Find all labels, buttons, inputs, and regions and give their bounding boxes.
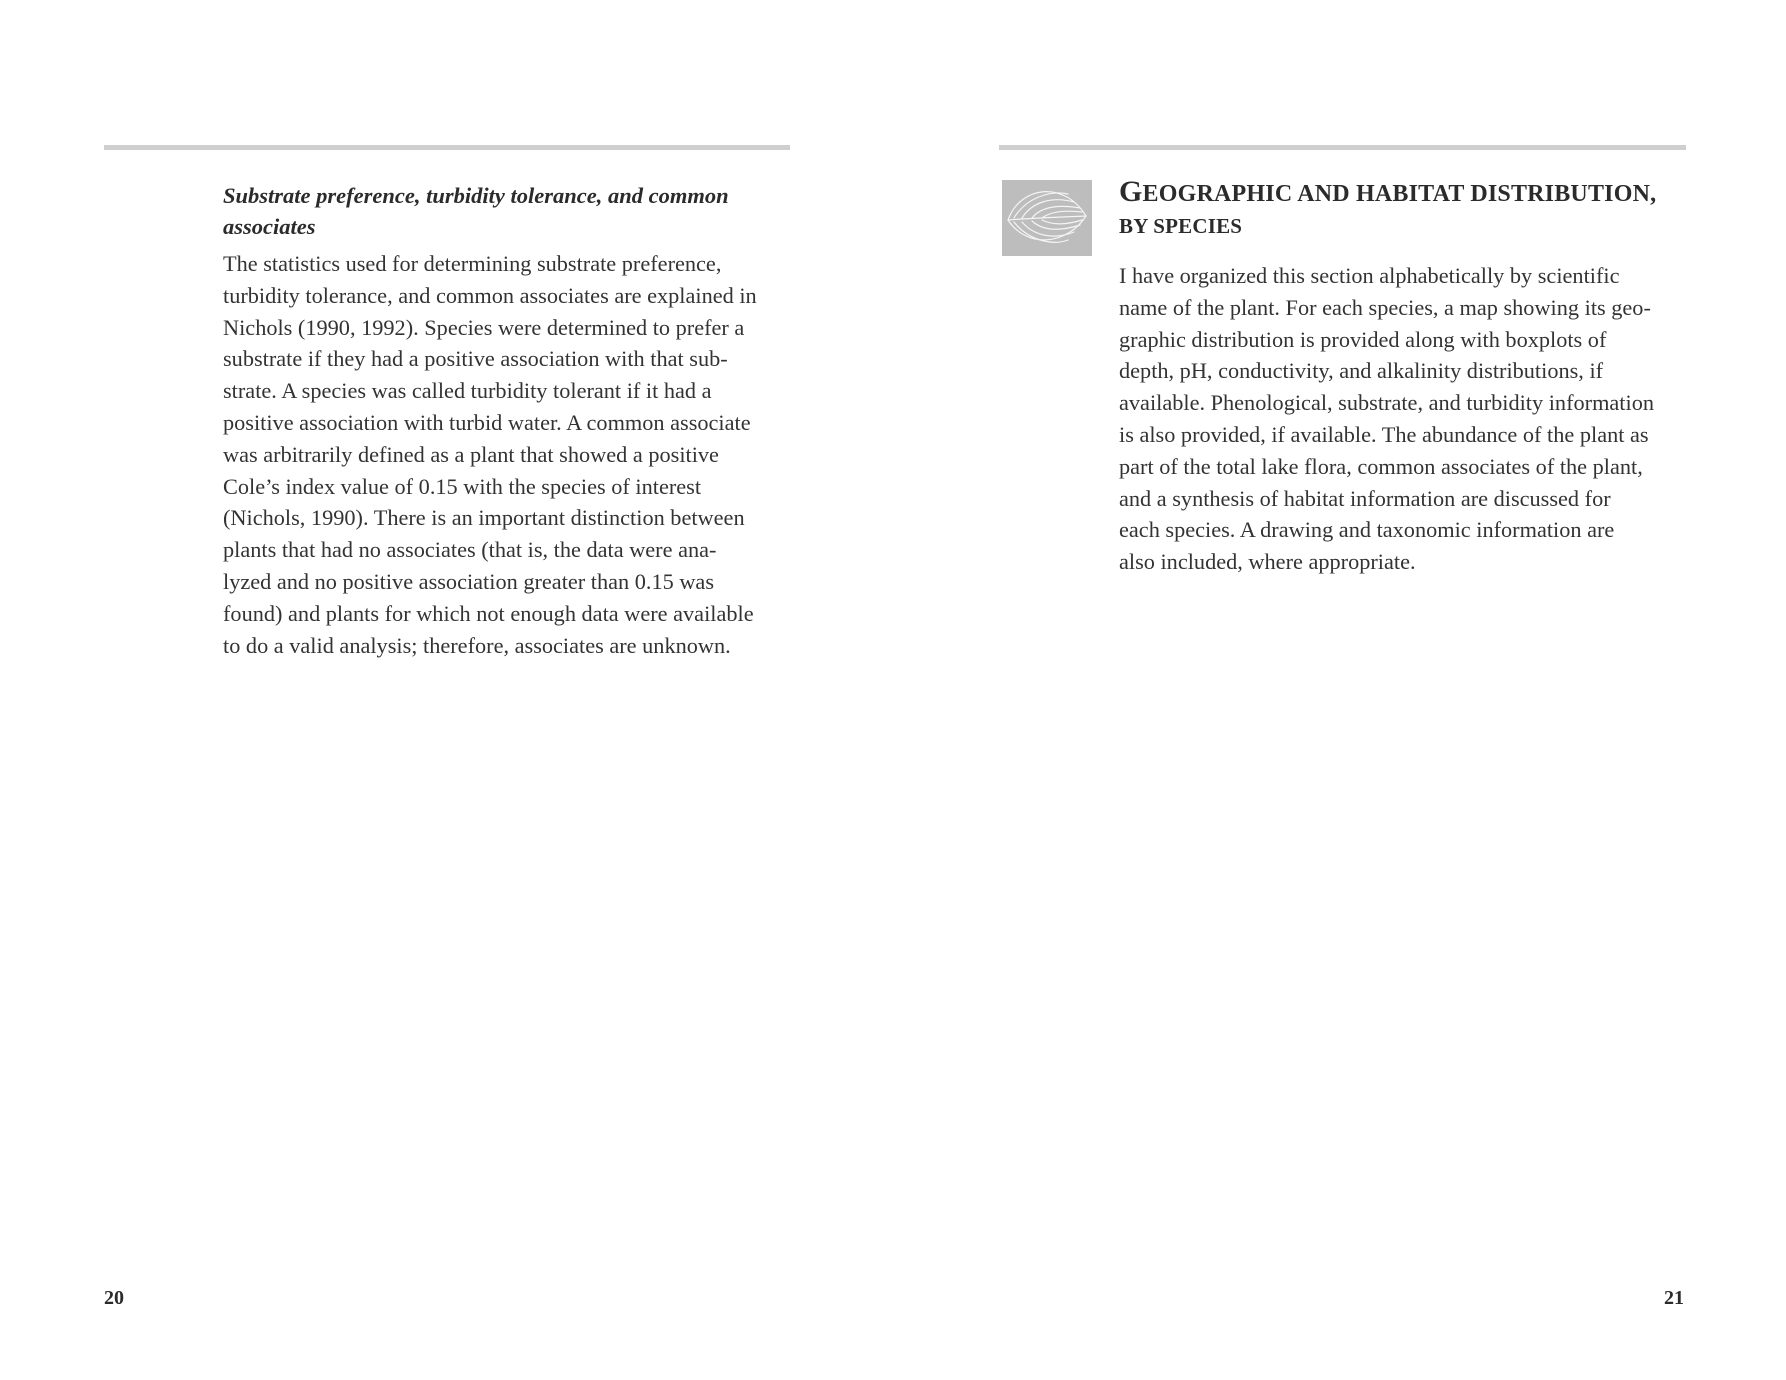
page-number-right: 21 xyxy=(1664,1287,1684,1309)
section-heading-line: BY SPECIES xyxy=(1119,214,1243,238)
body-line: (Nichols, 1990). There is an important distinction between xyxy=(223,505,745,531)
body-line: Nichols (1990, 1992). Species were determined to prefer a xyxy=(223,314,745,340)
body-line: The statistics used for determining substrate preference, xyxy=(223,251,722,276)
left-body-paragraph xyxy=(223,248,798,661)
body-line: substrate if they had a positive association with that sub- xyxy=(223,346,728,372)
subsection-heading xyxy=(223,180,798,242)
body-line: Cole’s index value of 0.15 with the species of interest xyxy=(223,473,702,499)
body-line: is also provided, if available. The abundance of the plant as xyxy=(1119,421,1649,447)
body-line: depth, pH, conductivity, and alkalinity distributions, if xyxy=(1119,358,1604,384)
body-line: lyzed and no positive association greater than 0.15 was xyxy=(223,568,715,594)
body-line: found) and plants for which not enough data were available xyxy=(223,600,754,626)
body-line: was arbitrarily defined as a plant that showed a positive xyxy=(223,441,719,467)
subsection-heading-line: Substrate preference, turbidity tolerance, and common xyxy=(223,183,729,208)
section-heading xyxy=(1119,176,1694,242)
body-line: I have organized this section alphabetically by scientific xyxy=(1119,263,1620,288)
top-rule-left xyxy=(104,145,790,150)
right-body-paragraph xyxy=(1119,260,1694,578)
body-line: also included, where appropriate. xyxy=(1119,549,1416,575)
section-heading-line: GEOGRAPHIC AND HABITAT DISTRIBUTION, xyxy=(1119,175,1657,208)
body-line: plants that had no associates (that is, the data were ana- xyxy=(223,537,717,563)
leaf-icon xyxy=(1002,180,1092,256)
page-number-left: 20 xyxy=(104,1287,124,1309)
body-line: to do a valid analysis; therefore, associates are unknown. xyxy=(223,632,731,658)
subsection-heading-line: associates xyxy=(223,214,316,239)
right-page-column xyxy=(1119,176,1694,578)
body-line: name of the plant. For each species, a map showing its geo- xyxy=(1119,294,1651,320)
body-line: available. Phenological, substrate, and turbidity information xyxy=(1119,390,1654,416)
body-line: strate. A species was called turbidity tolerant if it had a xyxy=(223,378,712,404)
left-page-column xyxy=(223,180,798,661)
body-line: turbidity tolerance, and common associates are explained in xyxy=(223,282,757,308)
body-line: graphic distribution is provided along with boxplots of xyxy=(1119,326,1607,352)
body-line: each species. A drawing and taxonomic information are xyxy=(1119,517,1615,543)
body-line: and a synthesis of habitat information are discussed for xyxy=(1119,485,1611,511)
top-rule-right xyxy=(999,145,1686,150)
body-line: part of the total lake flora, common associates of the plant, xyxy=(1119,453,1643,479)
body-line: positive association with turbid water. A common associate xyxy=(223,409,751,435)
